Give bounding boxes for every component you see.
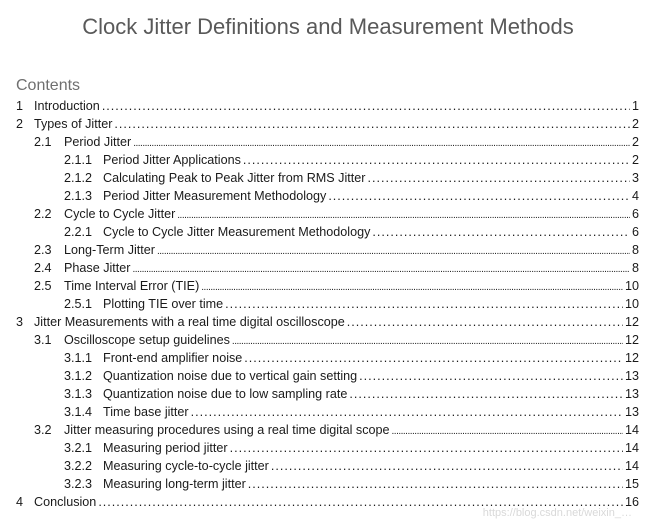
toc-entry[interactable] (0, 97, 656, 115)
toc-entry[interactable] (0, 241, 656, 259)
toc-entry-number: 2.1 (34, 135, 52, 149)
toc-entry-page: 2 (631, 135, 639, 149)
toc-entry-page: 1 (631, 99, 639, 113)
toc-entry-number: 2.1.1 (64, 153, 93, 167)
toc-entry-number: 2.3 (34, 243, 52, 257)
dot-leader (102, 97, 630, 115)
toc-entry-label[interactable]: Cycle to Cycle Jitter Measurement Methodology (103, 225, 371, 239)
toc-entry-page: 14 (624, 423, 639, 437)
dot-leader (244, 349, 623, 367)
toc-entry-number: 2.2.1 (64, 225, 93, 239)
toc-entry-number: 2.2 (34, 207, 52, 221)
toc-entry-label[interactable]: Period Jitter (64, 135, 132, 149)
toc-entry[interactable] (0, 133, 656, 151)
toc-entry-page: 3 (631, 171, 639, 185)
toc-entry-page: 16 (624, 495, 639, 509)
toc-entry-number: 3.2.2 (64, 459, 93, 473)
dot-leader (114, 115, 630, 133)
toc-entry-label[interactable]: Types of Jitter (34, 117, 113, 131)
toc-entry-page: 10 (624, 297, 639, 311)
contents-heading: Contents (16, 77, 81, 94)
toc-entry-label[interactable]: Front-end amplifier noise (103, 351, 243, 365)
toc-entry-number: 3.1.1 (64, 351, 93, 365)
table-of-contents (0, 97, 656, 511)
toc-entry-number: 3 (16, 315, 24, 329)
toc-entry[interactable] (0, 313, 656, 331)
toc-entry[interactable] (0, 349, 656, 367)
toc-entry-number: 2.1.2 (64, 171, 93, 185)
toc-entry-label[interactable]: Long-Term Jitter (64, 243, 155, 257)
toc-entry-number: 2 (16, 117, 24, 131)
toc-entry-label[interactable]: Quantization noise due to vertical gain setting (103, 369, 358, 383)
toc-entry-number: 1 (16, 99, 24, 113)
toc-entry[interactable] (0, 277, 656, 295)
toc-entry-number: 3.1.2 (64, 369, 93, 383)
toc-entry-label[interactable]: Introduction (34, 99, 100, 113)
toc-entry-page: 8 (631, 243, 639, 257)
watermark: https://blog.csdn.net/weixin_… (482, 507, 632, 519)
toc-entry-label[interactable]: Time base jitter (103, 405, 189, 419)
toc-entry-number: 2.4 (34, 261, 52, 275)
toc-entry-number: 3.2.1 (64, 441, 93, 455)
toc-entry-page: 10 (624, 279, 639, 293)
toc-entry-label[interactable]: Phase Jitter (64, 261, 131, 275)
toc-entry[interactable] (0, 169, 656, 187)
document-title: Clock Jitter Definitions and Measurement Methods (82, 14, 574, 39)
toc-entry-label[interactable]: Calculating Peak to Peak Jitter from RMS Jitter (103, 171, 366, 185)
dot-leader (367, 169, 630, 187)
toc-entry[interactable] (0, 259, 656, 277)
toc-entry[interactable] (0, 421, 656, 439)
toc-entry[interactable] (0, 403, 656, 421)
toc-entry-label[interactable]: Jitter Measurements with a real time digital oscilloscope (34, 315, 345, 329)
toc-entry-page: 2 (631, 153, 639, 167)
toc-entry[interactable] (0, 385, 656, 403)
toc-entry-label[interactable]: Plotting TIE over time (103, 297, 224, 311)
toc-entry-number: 2.5 (34, 279, 52, 293)
dot-leader (248, 475, 623, 493)
toc-entry-page: 15 (624, 477, 639, 491)
toc-entry-number: 4 (16, 495, 24, 509)
toc-entry-page: 13 (624, 405, 639, 419)
dot-leader (359, 367, 623, 385)
toc-entry-label[interactable]: Quantization noise due to low sampling rate (103, 387, 348, 401)
toc-entry-page: 12 (624, 351, 639, 365)
toc-entry-page: 12 (624, 333, 639, 347)
toc-entry-label[interactable]: Cycle to Cycle Jitter (64, 207, 176, 221)
toc-entry-label[interactable]: Measuring long-term jitter (103, 477, 246, 491)
dot-leader (243, 151, 630, 169)
toc-entry[interactable] (0, 151, 656, 169)
toc-entry-page: 4 (631, 189, 639, 203)
toc-entry-number: 3.1 (34, 333, 52, 347)
toc-entry-number: 2.1.3 (64, 189, 93, 203)
toc-entry[interactable] (0, 205, 656, 223)
toc-entry-page: 6 (631, 225, 639, 239)
toc-entry[interactable] (0, 439, 656, 457)
toc-entry[interactable] (0, 367, 656, 385)
toc-entry-page: 12 (624, 315, 639, 329)
toc-entry-page: 13 (624, 387, 639, 401)
dot-leader (328, 187, 630, 205)
toc-entry-label[interactable]: Conclusion (34, 495, 97, 509)
toc-entry[interactable] (0, 457, 656, 475)
toc-entry-label[interactable]: Measuring period jitter (103, 441, 228, 455)
dot-leader (271, 457, 623, 475)
toc-entry-page: 14 (624, 441, 639, 455)
toc-entry-label[interactable]: Period Jitter Applications (103, 153, 241, 167)
toc-entry[interactable] (0, 187, 656, 205)
dot-leader (191, 403, 623, 421)
toc-entry-label[interactable]: Measuring cycle-to-cycle jitter (103, 459, 269, 473)
toc-entry-label[interactable]: Time Interval Error (TIE) (64, 279, 200, 293)
dot-leader (349, 385, 623, 403)
toc-entry-page: 14 (624, 459, 639, 473)
toc-entry-label[interactable]: Oscilloscope setup guidelines (64, 333, 230, 347)
toc-entry-number: 2.5.1 (64, 297, 93, 311)
toc-entry[interactable] (0, 295, 656, 313)
toc-entry-number: 3.2.3 (64, 477, 93, 491)
toc-entry-page: 6 (631, 207, 639, 221)
dot-leader (372, 223, 630, 241)
toc-entry-label[interactable]: Period Jitter Measurement Methodology (103, 189, 327, 203)
dot-leader (230, 439, 623, 457)
dot-leader (225, 295, 623, 313)
toc-entry-page: 8 (631, 261, 639, 275)
toc-entry-number: 3.1.4 (64, 405, 93, 419)
toc-entry-page: 2 (631, 117, 639, 131)
toc-entry[interactable] (0, 115, 656, 133)
toc-entry-page: 13 (624, 369, 639, 383)
toc-entry[interactable] (0, 475, 656, 493)
toc-entry[interactable] (0, 223, 656, 241)
toc-entry[interactable] (0, 331, 656, 349)
toc-entry-number: 3.2 (34, 423, 52, 437)
dot-leader (347, 313, 623, 331)
toc-entry-number: 3.1.3 (64, 387, 93, 401)
toc-entry-label[interactable]: Jitter measuring procedures using a real time digital scope (64, 423, 390, 437)
